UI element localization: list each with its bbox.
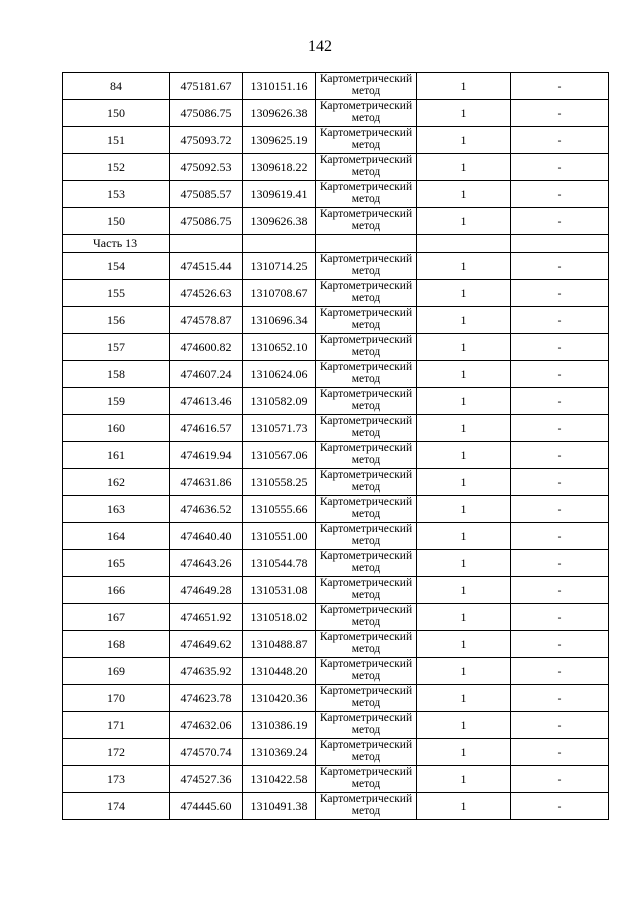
y-coordinate-cell: 1309626.38 <box>243 100 316 127</box>
y-coordinate-cell: 1310708.67 <box>243 280 316 307</box>
table-body <box>63 73 609 820</box>
table-row <box>63 307 609 334</box>
note-cell: - <box>511 604 609 631</box>
note-cell: - <box>511 712 609 739</box>
x-coordinate-cell: 475093.72 <box>170 127 243 154</box>
accuracy-cell: 1 <box>417 469 511 496</box>
section-row <box>63 235 609 253</box>
y-coordinate-cell: 1310531.08 <box>243 577 316 604</box>
table-row <box>63 154 609 181</box>
point-number-cell: 169 <box>63 658 170 685</box>
accuracy-cell: 1 <box>417 658 511 685</box>
note-cell: - <box>511 739 609 766</box>
x-coordinate-cell: 474613.46 <box>170 388 243 415</box>
method-cell: Картометрический метод <box>316 712 417 739</box>
note-cell: - <box>511 766 609 793</box>
table-row <box>63 334 609 361</box>
note-cell: - <box>511 496 609 523</box>
table-row <box>63 280 609 307</box>
method-cell: Картометрический метод <box>316 631 417 658</box>
empty-cell <box>243 235 316 253</box>
x-coordinate-cell: 475092.53 <box>170 154 243 181</box>
note-cell: - <box>511 334 609 361</box>
method-cell: Картометрический метод <box>316 181 417 208</box>
accuracy-cell: 1 <box>417 712 511 739</box>
note-cell: - <box>511 469 609 496</box>
point-number-cell: 174 <box>63 793 170 820</box>
x-coordinate-cell: 474636.52 <box>170 496 243 523</box>
table-row <box>63 712 609 739</box>
method-cell: Картометрический метод <box>316 577 417 604</box>
table-row <box>63 631 609 658</box>
y-coordinate-cell: 1310558.25 <box>243 469 316 496</box>
note-cell: - <box>511 361 609 388</box>
method-cell: Картометрический метод <box>316 154 417 181</box>
empty-cell <box>511 235 609 253</box>
point-number-cell: 153 <box>63 181 170 208</box>
method-cell: Картометрический метод <box>316 415 417 442</box>
x-coordinate-cell: 474600.82 <box>170 334 243 361</box>
note-cell: - <box>511 577 609 604</box>
point-number-cell: 154 <box>63 253 170 280</box>
table-row <box>63 127 609 154</box>
table-row <box>63 361 609 388</box>
note-cell: - <box>511 442 609 469</box>
empty-cell <box>316 235 417 253</box>
accuracy-cell: 1 <box>417 550 511 577</box>
method-cell: Картометрический метод <box>316 388 417 415</box>
note-cell: - <box>511 154 609 181</box>
method-cell: Картометрический метод <box>316 127 417 154</box>
x-coordinate-cell: 474649.28 <box>170 577 243 604</box>
y-coordinate-cell: 1309618.22 <box>243 154 316 181</box>
note-cell: - <box>511 415 609 442</box>
y-coordinate-cell: 1309625.19 <box>243 127 316 154</box>
method-cell: Картометрический метод <box>316 739 417 766</box>
point-number-cell: 159 <box>63 388 170 415</box>
table-row <box>63 208 609 235</box>
accuracy-cell: 1 <box>417 280 511 307</box>
note-cell: - <box>511 631 609 658</box>
y-coordinate-cell: 1310555.66 <box>243 496 316 523</box>
point-number-cell: 156 <box>63 307 170 334</box>
method-cell: Картометрический метод <box>316 469 417 496</box>
x-coordinate-cell: 474643.26 <box>170 550 243 577</box>
y-coordinate-cell: 1310151.16 <box>243 73 316 100</box>
method-cell: Картометрический метод <box>316 208 417 235</box>
y-coordinate-cell: 1309626.38 <box>243 208 316 235</box>
table-row <box>63 604 609 631</box>
x-coordinate-cell: 475086.75 <box>170 208 243 235</box>
table-row <box>63 577 609 604</box>
table-row <box>63 253 609 280</box>
x-coordinate-cell: 474640.40 <box>170 523 243 550</box>
point-number-cell: 164 <box>63 523 170 550</box>
y-coordinate-cell: 1310714.25 <box>243 253 316 280</box>
point-number-cell: 171 <box>63 712 170 739</box>
method-cell: Картометрический метод <box>316 253 417 280</box>
method-cell: Картометрический метод <box>316 550 417 577</box>
page-number: 142 <box>308 38 332 55</box>
x-coordinate-cell: 474445.60 <box>170 793 243 820</box>
table-row <box>63 415 609 442</box>
method-cell: Картометрический метод <box>316 793 417 820</box>
point-number-cell: 165 <box>63 550 170 577</box>
y-coordinate-cell: 1310571.73 <box>243 415 316 442</box>
accuracy-cell: 1 <box>417 793 511 820</box>
accuracy-cell: 1 <box>417 631 511 658</box>
point-number-cell: 163 <box>63 496 170 523</box>
accuracy-cell: 1 <box>417 523 511 550</box>
note-cell: - <box>511 658 609 685</box>
note-cell: - <box>511 550 609 577</box>
note-cell: - <box>511 73 609 100</box>
method-cell: Картометрический метод <box>316 685 417 712</box>
accuracy-cell: 1 <box>417 685 511 712</box>
table-row <box>63 73 609 100</box>
method-cell: Картометрический метод <box>316 100 417 127</box>
point-number-cell: 84 <box>63 73 170 100</box>
y-coordinate-cell: 1310422.58 <box>243 766 316 793</box>
y-coordinate-cell: 1310488.87 <box>243 631 316 658</box>
table-row <box>63 388 609 415</box>
method-cell: Картометрический метод <box>316 361 417 388</box>
accuracy-cell: 1 <box>417 334 511 361</box>
x-coordinate-cell: 474616.57 <box>170 415 243 442</box>
coordinates-table <box>62 72 609 820</box>
y-coordinate-cell: 1310491.38 <box>243 793 316 820</box>
x-coordinate-cell: 475181.67 <box>170 73 243 100</box>
point-number-cell: 160 <box>63 415 170 442</box>
empty-cell <box>417 235 511 253</box>
x-coordinate-cell: 474607.24 <box>170 361 243 388</box>
accuracy-cell: 1 <box>417 496 511 523</box>
accuracy-cell: 1 <box>417 154 511 181</box>
method-cell: Картометрический метод <box>316 442 417 469</box>
point-number-cell: 150 <box>63 208 170 235</box>
y-coordinate-cell: 1310696.34 <box>243 307 316 334</box>
accuracy-cell: 1 <box>417 739 511 766</box>
y-coordinate-cell: 1310448.20 <box>243 658 316 685</box>
point-number-cell: 166 <box>63 577 170 604</box>
point-number-cell: 161 <box>63 442 170 469</box>
empty-cell <box>170 235 243 253</box>
y-coordinate-cell: 1310369.24 <box>243 739 316 766</box>
point-number-cell: 173 <box>63 766 170 793</box>
x-coordinate-cell: 475086.75 <box>170 100 243 127</box>
method-cell: Картометрический метод <box>316 334 417 361</box>
method-cell: Картометрический метод <box>316 523 417 550</box>
method-cell: Картометрический метод <box>316 307 417 334</box>
note-cell: - <box>511 523 609 550</box>
x-coordinate-cell: 474651.92 <box>170 604 243 631</box>
accuracy-cell: 1 <box>417 100 511 127</box>
x-coordinate-cell: 474526.63 <box>170 280 243 307</box>
accuracy-cell: 1 <box>417 361 511 388</box>
x-coordinate-cell: 474631.86 <box>170 469 243 496</box>
note-cell: - <box>511 100 609 127</box>
table-row <box>63 793 609 820</box>
accuracy-cell: 1 <box>417 766 511 793</box>
table-row <box>63 550 609 577</box>
note-cell: - <box>511 793 609 820</box>
y-coordinate-cell: 1310420.36 <box>243 685 316 712</box>
y-coordinate-cell: 1310567.06 <box>243 442 316 469</box>
table-row <box>63 685 609 712</box>
section-label: Часть 13 <box>63 235 170 253</box>
x-coordinate-cell: 475085.57 <box>170 181 243 208</box>
accuracy-cell: 1 <box>417 253 511 280</box>
x-coordinate-cell: 474619.94 <box>170 442 243 469</box>
y-coordinate-cell: 1309619.41 <box>243 181 316 208</box>
accuracy-cell: 1 <box>417 181 511 208</box>
note-cell: - <box>511 253 609 280</box>
x-coordinate-cell: 474635.92 <box>170 658 243 685</box>
table-row <box>63 469 609 496</box>
y-coordinate-cell: 1310518.02 <box>243 604 316 631</box>
point-number-cell: 152 <box>63 154 170 181</box>
point-number-cell: 151 <box>63 127 170 154</box>
accuracy-cell: 1 <box>417 307 511 334</box>
note-cell: - <box>511 181 609 208</box>
point-number-cell: 170 <box>63 685 170 712</box>
y-coordinate-cell: 1310652.10 <box>243 334 316 361</box>
method-cell: Картометрический метод <box>316 604 417 631</box>
table-row <box>63 496 609 523</box>
method-cell: Картометрический метод <box>316 766 417 793</box>
accuracy-cell: 1 <box>417 577 511 604</box>
x-coordinate-cell: 474515.44 <box>170 253 243 280</box>
accuracy-cell: 1 <box>417 415 511 442</box>
point-number-cell: 162 <box>63 469 170 496</box>
y-coordinate-cell: 1310551.00 <box>243 523 316 550</box>
y-coordinate-cell: 1310386.19 <box>243 712 316 739</box>
table-row <box>63 523 609 550</box>
note-cell: - <box>511 127 609 154</box>
point-number-cell: 155 <box>63 280 170 307</box>
x-coordinate-cell: 474578.87 <box>170 307 243 334</box>
accuracy-cell: 1 <box>417 208 511 235</box>
x-coordinate-cell: 474649.62 <box>170 631 243 658</box>
note-cell: - <box>511 388 609 415</box>
table-row <box>63 658 609 685</box>
point-number-cell: 168 <box>63 631 170 658</box>
point-number-cell: 150 <box>63 100 170 127</box>
table-row <box>63 739 609 766</box>
method-cell: Картометрический метод <box>316 496 417 523</box>
point-number-cell: 167 <box>63 604 170 631</box>
x-coordinate-cell: 474623.78 <box>170 685 243 712</box>
point-number-cell: 157 <box>63 334 170 361</box>
x-coordinate-cell: 474527.36 <box>170 766 243 793</box>
accuracy-cell: 1 <box>417 388 511 415</box>
accuracy-cell: 1 <box>417 604 511 631</box>
x-coordinate-cell: 474632.06 <box>170 712 243 739</box>
note-cell: - <box>511 685 609 712</box>
note-cell: - <box>511 280 609 307</box>
note-cell: - <box>511 208 609 235</box>
point-number-cell: 172 <box>63 739 170 766</box>
table-row <box>63 181 609 208</box>
accuracy-cell: 1 <box>417 73 511 100</box>
y-coordinate-cell: 1310624.06 <box>243 361 316 388</box>
table-row <box>63 442 609 469</box>
method-cell: Картометрический метод <box>316 280 417 307</box>
table-row <box>63 100 609 127</box>
accuracy-cell: 1 <box>417 127 511 154</box>
note-cell: - <box>511 307 609 334</box>
y-coordinate-cell: 1310544.78 <box>243 550 316 577</box>
accuracy-cell: 1 <box>417 442 511 469</box>
table-row <box>63 766 609 793</box>
point-number-cell: 158 <box>63 361 170 388</box>
method-cell: Картометрический метод <box>316 658 417 685</box>
y-coordinate-cell: 1310582.09 <box>243 388 316 415</box>
x-coordinate-cell: 474570.74 <box>170 739 243 766</box>
method-cell: Картометрический метод <box>316 73 417 100</box>
